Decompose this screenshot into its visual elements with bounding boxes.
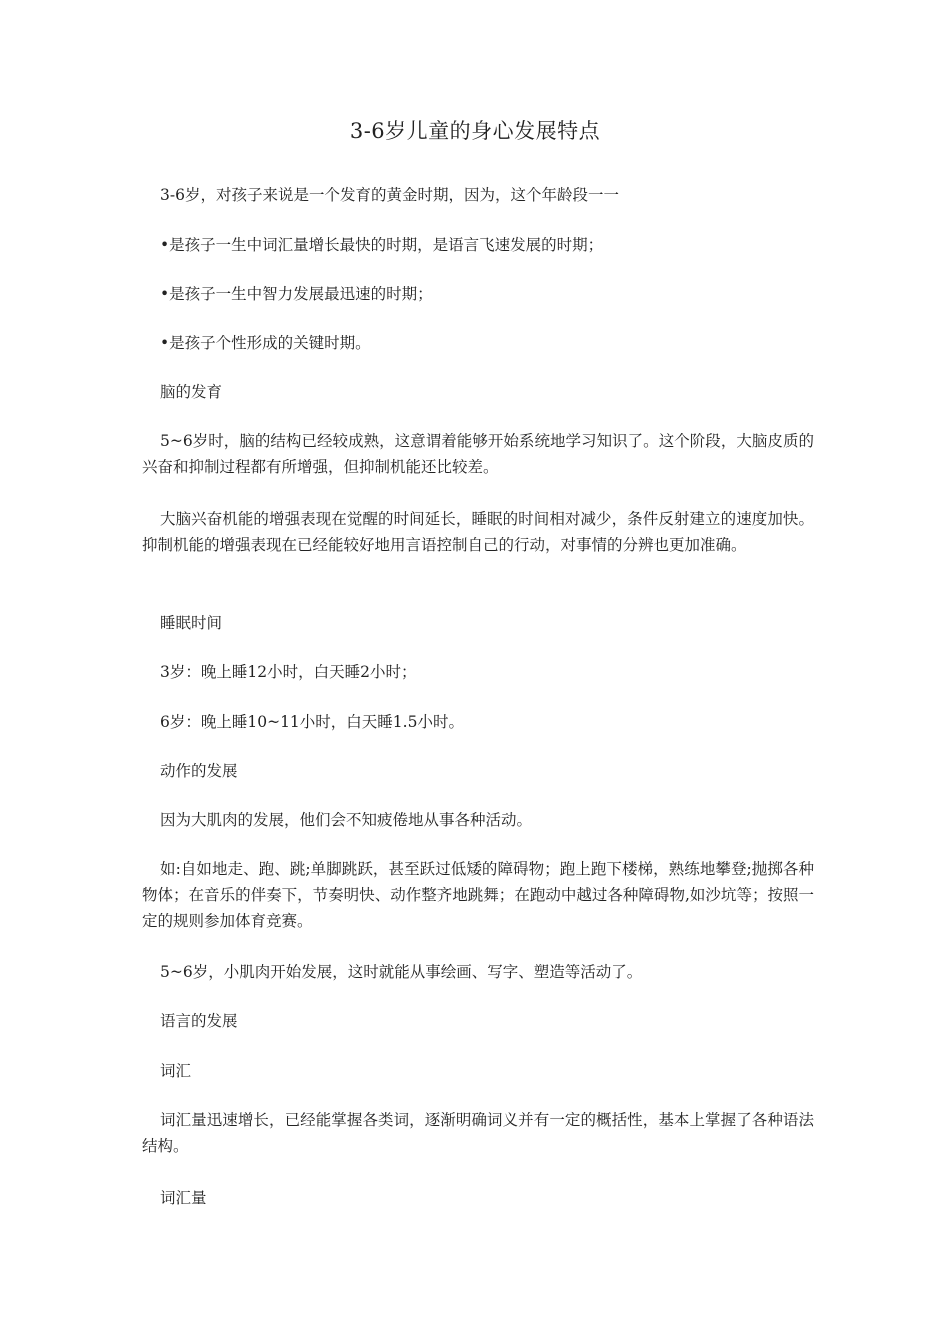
- paragraph-bullet-intelligence: •是孩子一生中智力发展最迅速的时期；: [160, 285, 433, 303]
- paragraph-intro: 3-6岁，对孩子来说是一个发育的黄金时期，因为，这个年龄段一一: [160, 186, 619, 204]
- paragraph-vocabulary: 词汇量迅速增长，已经能掌握各类词，逐渐明确词义并有一定的概括性，基本上掌握了各种语法结构。: [142, 1111, 814, 1155]
- section-heading-vocabulary-size: 词汇量: [160, 1189, 207, 1207]
- section-heading-sleep: 睡眠时间: [160, 614, 223, 632]
- paragraph-motor-large-muscle: 因为大肌肉的发展，他们会不知疲倦地从事各种活动。: [160, 811, 533, 829]
- paragraph-sleep-age6: 6岁：晚上睡10~11小时，白天睡1.5小时。: [160, 713, 464, 731]
- section-heading-brain: 脑的发育: [160, 383, 223, 401]
- paragraph-sleep-age3: 3岁：晚上睡12小时，白天睡2小时；: [160, 663, 417, 681]
- paragraph-brain-structure: 5~6岁时，脑的结构已经较成熟，这意谓着能够开始系统地学习知识了。这个阶段，大脑皮质的兴奋和抑制过程都有所增强，但抑制机能还比较差。: [142, 432, 814, 476]
- paragraph-brain-function: 大脑兴奋机能的增强表现在觉醒的时间延长，睡眠的时间相对减少，条件反射建立的速度加快。抑制机能的增强表现在已经能较好地用言语控制自己的行动，对事情的分辨也更加准确。: [142, 510, 814, 554]
- section-heading-vocabulary: 词汇: [160, 1062, 192, 1080]
- paragraph-bullet-personality: •是孩子个性形成的关键时期。: [160, 334, 371, 352]
- section-heading-motor: 动作的发展: [160, 762, 238, 780]
- paragraph-bullet-vocabulary: •是孩子一生中词汇量增长最快的时期，是语言飞速发展的时期；: [160, 236, 604, 254]
- document-title: 3-6岁儿童的身心发展特点: [349, 119, 601, 143]
- paragraph-motor-small-muscle: 5~6岁，小肌肉开始发展，这时就能从事绘画、写字、塑造等活动了。: [160, 963, 643, 981]
- paragraph-motor-examples: 如:自如地走、跑、跳;单脚跳跃，甚至跃过低矮的障碍物；跑上跑下楼梯，熟练地攀登;抛掷各种物体；在音乐的伴奏下，节奏明快、动作整齐地跳舞；在跑动中越过各种障碍物,如沙坑等；按照一定的规则参加体育竞赛。: [142, 860, 814, 930]
- section-heading-language: 语言的发展: [160, 1012, 238, 1030]
